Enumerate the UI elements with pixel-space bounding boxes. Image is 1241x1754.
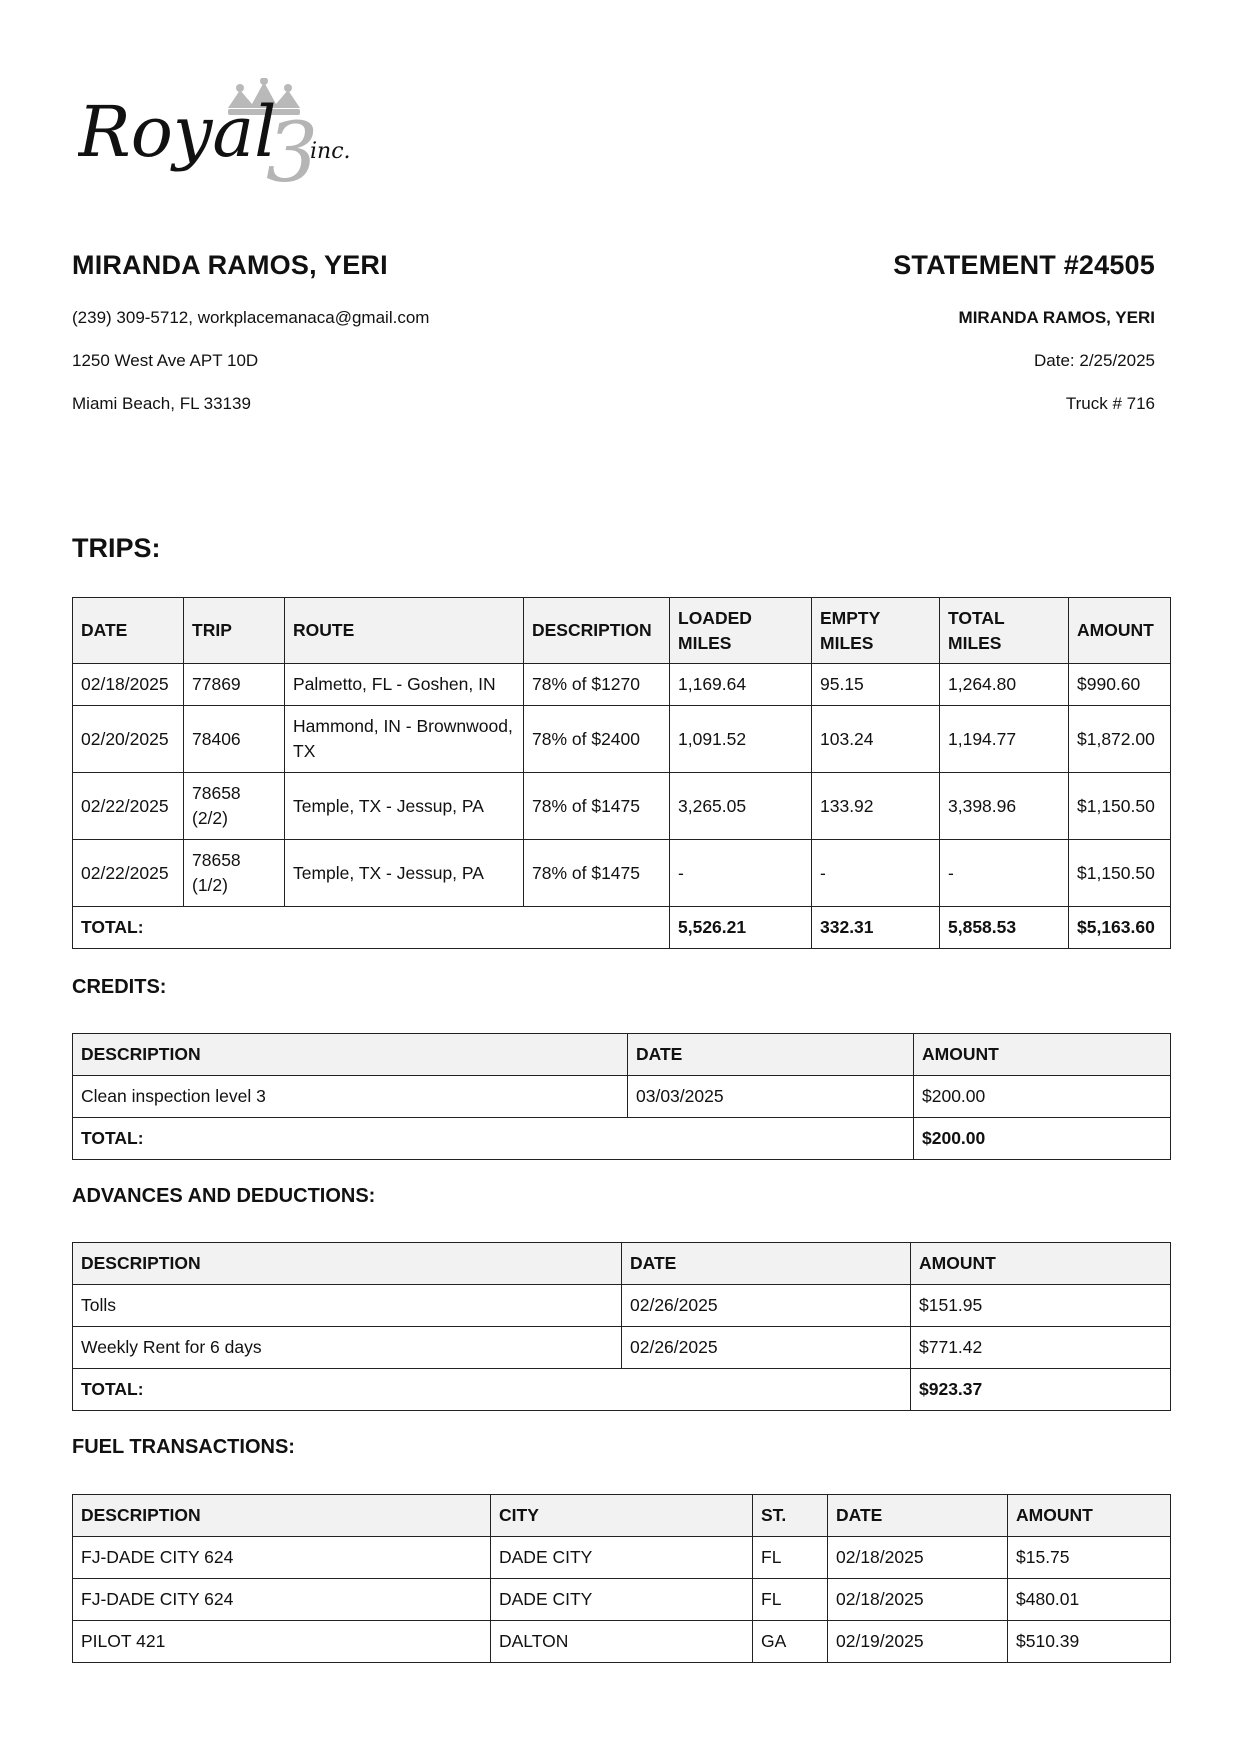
driver-info [72,250,430,413]
fuel-col-city: CITY [491,1495,753,1537]
driver-address-line1: 1250 West Ave APT 10D [72,351,259,370]
trips-col-empty-miles: EMPTY MILES [812,598,940,664]
fuel-state: FL [753,1579,828,1621]
trips-total-miles: 5,858.53 [940,907,1069,949]
svg-text:inc.: inc. [310,139,351,164]
fuel-city: DADE CITY [491,1579,753,1621]
table-row [73,1579,1171,1621]
fuel-state: GA [753,1621,828,1663]
fuel-table [72,1494,1171,1663]
trip-empty-miles: 103.24 [812,706,940,773]
driver-address-line2: Miami Beach, FL 33139 [72,394,251,413]
trips-col-description: DESCRIPTION [524,598,670,664]
trips-total-loaded: 5,526.21 [670,907,812,949]
trip-date: 02/22/2025 [73,840,184,907]
statement-info [893,250,1155,413]
statement-name: MIRANDA RAMOS, YERI [958,308,1155,327]
credit-date: 03/03/2025 [628,1076,914,1118]
trips-col-date: DATE [73,598,184,664]
table-row [73,1327,1171,1369]
statement-date: Date: 2/25/2025 [1034,351,1155,370]
trips-total-amount: $5,163.60 [1069,907,1171,949]
svg-text:Royal: Royal [78,91,277,173]
trips-col-total-miles: TOTAL MILES [940,598,1069,664]
driver-name: MIRANDA RAMOS, YERI [72,250,388,280]
deductions-title: ADVANCES AND DEDUCTIONS: [72,1185,376,1207]
fuel-city: DALTON [491,1621,753,1663]
trip-loaded-miles: - [670,840,812,907]
deductions-table [72,1242,1171,1411]
fuel-description: FJ-DADE CITY 624 [73,1579,491,1621]
trips-total-row [73,907,1171,949]
driver-contact: (239) 309-5712, workplacemanaca@gmail.com [72,308,430,327]
deduction-description: Weekly Rent for 6 days [73,1327,622,1369]
trip-description: 78% of $1475 [524,840,670,907]
table-row [73,1621,1171,1663]
fuel-amount: $15.75 [1008,1537,1171,1579]
trip-description: 78% of $1475 [524,773,670,840]
table-row [73,1285,1171,1327]
trips-total-label: TOTAL: [73,907,670,949]
trips-col-trip: TRIP [184,598,285,664]
company-logo [78,78,398,198]
credit-description: Clean inspection level 3 [73,1076,628,1118]
fuel-title: FUEL TRANSACTIONS: [72,1436,295,1458]
fuel-header-row [73,1495,1171,1537]
fuel-description: FJ-DADE CITY 624 [73,1537,491,1579]
credit-amount: $200.00 [914,1076,1171,1118]
fuel-date: 02/18/2025 [828,1579,1008,1621]
trip-date: 02/18/2025 [73,664,184,706]
trip-amount: $1,872.00 [1069,706,1171,773]
deductions-col-description: DESCRIPTION [73,1243,622,1285]
trip-number: 78658 (2/2) [184,773,285,840]
credits-title: CREDITS: [72,976,167,998]
deductions-col-amount: AMOUNT [911,1243,1171,1285]
trip-number: 77869 [184,664,285,706]
credits-total-label: TOTAL: [73,1118,914,1160]
fuel-city: DADE CITY [491,1537,753,1579]
trip-number: 78658 (1/2) [184,840,285,907]
svg-text:3: 3 [266,106,319,198]
table-row [73,706,1171,773]
fuel-date: 02/18/2025 [828,1537,1008,1579]
trip-amount: $1,150.50 [1069,840,1171,907]
trip-total-miles: 3,398.96 [940,773,1069,840]
credits-col-amount: AMOUNT [914,1034,1171,1076]
trip-route: Temple, TX - Jessup, PA [285,840,524,907]
trip-loaded-miles: 1,169.64 [670,664,812,706]
trips-col-loaded-miles: LOADED MILES [670,598,812,664]
trips-title: TRIPS: [72,533,161,563]
crown-logo-icon [78,78,398,198]
statement-truck: Truck # 716 [1065,394,1155,413]
fuel-amount: $510.39 [1008,1621,1171,1663]
fuel-col-description: DESCRIPTION [73,1495,491,1537]
credits-table [72,1033,1171,1160]
trip-number: 78406 [184,706,285,773]
trip-empty-miles: - [812,840,940,907]
table-row [73,1537,1171,1579]
table-row [73,840,1171,907]
trips-col-amount: AMOUNT [1069,598,1171,664]
fuel-col-date: DATE [828,1495,1008,1537]
trip-route: Hammond, IN - Brownwood, TX [285,706,524,773]
trips-table [72,597,1171,949]
fuel-col-state: ST. [753,1495,828,1537]
trip-amount: $990.60 [1069,664,1171,706]
trips-total-empty: 332.31 [812,907,940,949]
deductions-total-label: TOTAL: [73,1369,911,1411]
trip-empty-miles: 95.15 [812,664,940,706]
statement-title: STATEMENT #24505 [893,250,1155,280]
trip-loaded-miles: 3,265.05 [670,773,812,840]
deduction-date: 02/26/2025 [622,1285,911,1327]
deduction-amount: $151.95 [911,1285,1171,1327]
trip-amount: $1,150.50 [1069,773,1171,840]
trip-date: 02/20/2025 [73,706,184,773]
trip-route: Temple, TX - Jessup, PA [285,773,524,840]
table-row [73,664,1171,706]
trip-total-miles: 1,194.77 [940,706,1069,773]
deductions-header-row [73,1243,1171,1285]
table-row [73,1076,1171,1118]
table-row [73,773,1171,840]
deduction-amount: $771.42 [911,1327,1171,1369]
deduction-description: Tolls [73,1285,622,1327]
deductions-total-row [73,1369,1171,1411]
trip-total-miles: - [940,840,1069,907]
fuel-col-amount: AMOUNT [1008,1495,1171,1537]
credits-total-amount: $200.00 [914,1118,1171,1160]
trip-description: 78% of $2400 [524,706,670,773]
trip-total-miles: 1,264.80 [940,664,1069,706]
credits-col-description: DESCRIPTION [73,1034,628,1076]
deductions-total-amount: $923.37 [911,1369,1171,1411]
deductions-col-date: DATE [622,1243,911,1285]
trip-loaded-miles: 1,091.52 [670,706,812,773]
credits-header-row [73,1034,1171,1076]
fuel-date: 02/19/2025 [828,1621,1008,1663]
trips-header-row [73,598,1171,664]
credits-col-date: DATE [628,1034,914,1076]
trip-date: 02/22/2025 [73,773,184,840]
deduction-date: 02/26/2025 [622,1327,911,1369]
fuel-amount: $480.01 [1008,1579,1171,1621]
trip-empty-miles: 133.92 [812,773,940,840]
trip-route: Palmetto, FL - Goshen, IN [285,664,524,706]
trip-description: 78% of $1270 [524,664,670,706]
credits-total-row [73,1118,1171,1160]
fuel-state: FL [753,1537,828,1579]
trips-col-route: ROUTE [285,598,524,664]
fuel-description: PILOT 421 [73,1621,491,1663]
